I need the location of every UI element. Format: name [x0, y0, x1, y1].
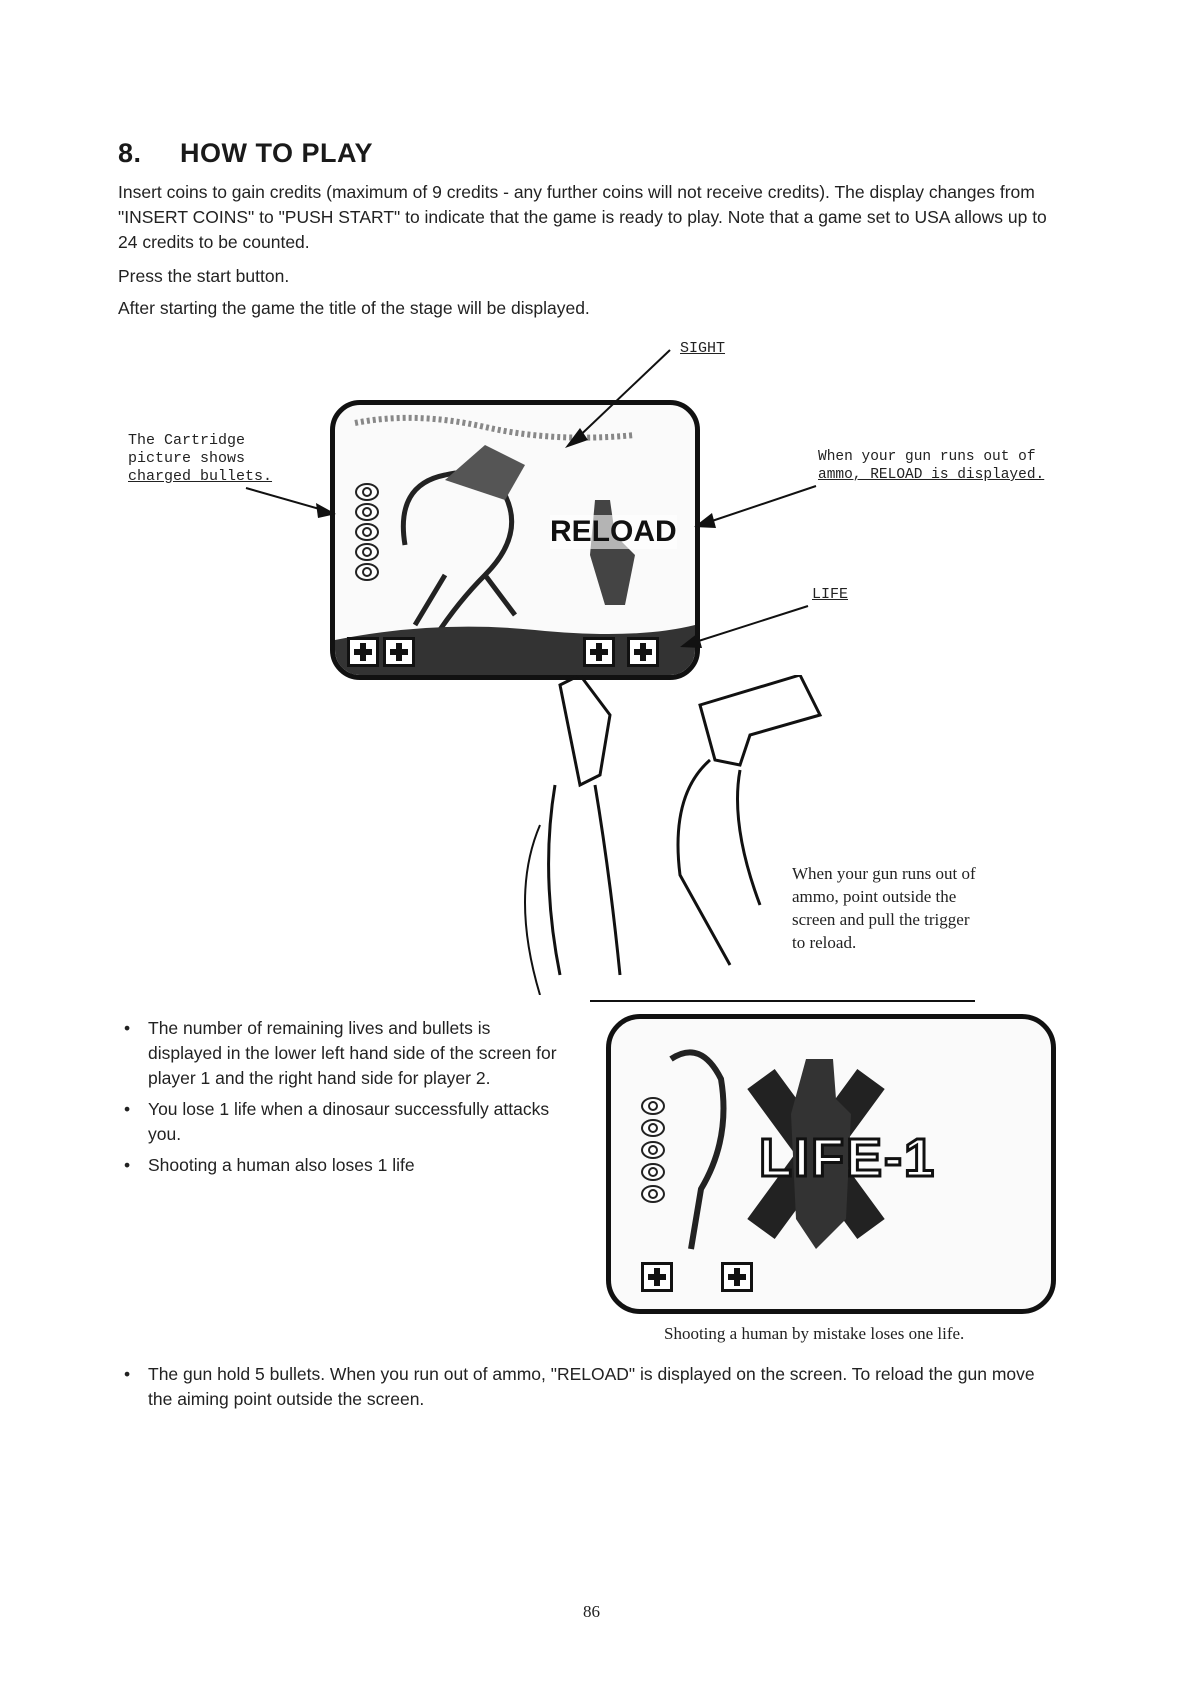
life-lost-caption: Shooting a human by mistake loses one life.	[664, 1324, 965, 1343]
callout-lines	[0, 0, 1191, 700]
reload-arrowhead	[694, 513, 716, 528]
intro-paragraph-2: Press the start button.	[118, 266, 290, 286]
bullet-icon	[641, 1185, 665, 1203]
rules-list-item: • The number of remaining lives and bullets is displayed in the lower left hand side of the screen for player 1 and the right hand side for player 2.	[118, 1016, 558, 1091]
arm-right	[678, 760, 760, 965]
cartridge-arrowhead	[316, 503, 336, 518]
reload-caption-line: When your gun runs out of	[792, 864, 976, 883]
intro-paragraph-3: After starting the game the title of the stage will be displayed.	[118, 298, 590, 318]
gun-rules-list-item: • The gun hold 5 bullets. When you run out of ammo, "RELOAD" is displayed on the screen. To reload the gun move the aiming point outside the screen.	[118, 1362, 1058, 1412]
divider-line	[590, 1000, 975, 1002]
rules-list	[118, 1016, 558, 1184]
reload-pointer	[700, 486, 816, 525]
section-title: HOW TO PLAY	[180, 138, 374, 168]
bullet-icon	[641, 1163, 665, 1181]
sight-label: SIGHT	[680, 340, 726, 357]
rules-list-item: • Shooting a human also loses 1 life	[118, 1153, 558, 1178]
bullet-icon	[641, 1141, 665, 1159]
reload-caption	[792, 862, 1052, 954]
section-number: 8.	[118, 138, 142, 168]
intro-paragraph-1: Insert coins to gain credits (maximum of 9 credits - any further coins will not receive credits). The display changes from "INSERT COINS" to "PUSH START" to indicate that the game is ready to play. Note that a game set to USA allows up to 24 credits to be counted.	[118, 182, 1047, 252]
reload-caption-line: screen and pull the trigger	[792, 910, 970, 929]
gun-upright	[560, 675, 610, 785]
gun-tilted	[700, 675, 820, 765]
cartridge-label-line: charged bullets.	[128, 468, 273, 485]
cartridge-label-line: The Cartridge	[128, 432, 246, 449]
sight-pointer	[570, 350, 670, 445]
life-medkit-icon	[641, 1262, 673, 1292]
life-pointer	[686, 606, 808, 645]
life-medkit-icon	[721, 1262, 753, 1292]
life-arrowhead	[680, 633, 702, 648]
reload-note-line: When your gun runs out of	[818, 449, 1036, 465]
rules-list-item: • You lose 1 life when a dinosaur successfully attacks you.	[118, 1097, 558, 1147]
page-number: 86	[583, 1602, 600, 1621]
reload-caption-line: ammo, point outside the	[792, 887, 957, 906]
arm-left	[549, 785, 620, 975]
gun-illustration	[500, 675, 840, 995]
bullet-icon	[641, 1119, 665, 1137]
cartridge-label-line: picture shows	[128, 450, 246, 467]
gun-cable	[525, 825, 540, 995]
raptor-shape	[671, 1052, 724, 1249]
reload-note-line: ammo, RELOAD is displayed.	[818, 467, 1045, 483]
life-minus-one-text: LIFE-1	[759, 1128, 937, 1188]
reload-caption-line: to reload.	[792, 933, 857, 952]
life-label: LIFE	[812, 586, 849, 603]
bullet-icon	[641, 1097, 665, 1115]
reload-screen-text: RELOAD	[550, 515, 677, 548]
gun-rules-list	[118, 1362, 1058, 1418]
game-screen-2	[606, 1014, 1056, 1314]
